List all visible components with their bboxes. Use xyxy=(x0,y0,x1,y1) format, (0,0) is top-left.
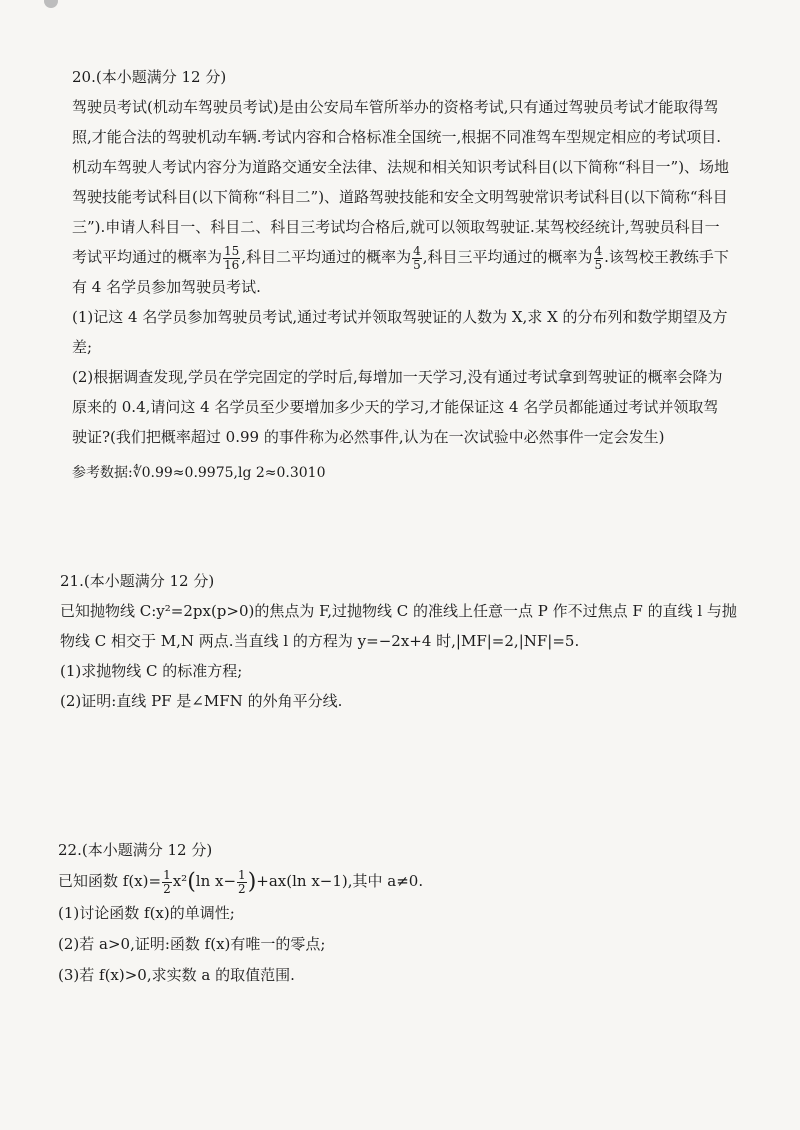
fraction-1-2-b: $\frac{1}{2}$ xyxy=(238,867,246,896)
question-22-part-1: (1)讨论函数 f(x)的单调性; xyxy=(58,903,235,922)
fraction-4-5-a: $\frac{4}{5}$ xyxy=(413,243,421,272)
question-20-part-2: (2)根据调查发现,学员在学完固定的学时后,每增加一天学习,没有通过考试拿到驾驶证的概率会降为原来的 0.4,请问这 4 名学员至少要增加多少天的学习,才能保证这 4 名学员都能通过考试并领取驾驶证?(我们把概率超过 0.99 的事件称为必然事件,认为在一次试验中必然事件一定会发生) xyxy=(72,368,723,446)
question-20-intro: 驾驶员考试(机动车驾驶员考试)是由公安局车管所举办的资格考试,只有通过驾驶员考试才能取得驾照,才能合法的驾驶机动车辆.考试内容和合格标准全国统一,根据不同准驾车型规定相应的考试项目.机动车驾驶人考试内容分为道路交通安全法律、法规和相关知识考试科目(以下简称“科目一”)、场地驾驶技能考试科目(以下简称“科目二”)、道路驾驶技能和安全文明驾驶常识考试科目(以下简称“科目三”).申请人科目一、科目二、科目三考试均合格后,就可以领取驾驶证.某驾校经统计,驾驶员科目一考试平均通过的概率为 xyxy=(72,98,730,266)
scan-mark xyxy=(44,0,58,8)
question-21-part-1: (1)求抛物线 C 的标准方程; xyxy=(60,662,243,680)
question-22-part-2: (2)若 a>0,证明:函数 f(x)有唯一的零点; xyxy=(58,934,326,953)
reference-data: 参考数据:∜0.99≈0.9975,lg 2≈0.3010 xyxy=(72,465,326,481)
question-21-part-2: (2)证明:直线 PF 是∠MFN 的外角平分线. xyxy=(60,692,343,710)
question-22-header: 22.(本小题满分 12 分) xyxy=(58,841,213,859)
question-22-part-3: (3)若 f(x)>0,求实数 a 的取值范围. xyxy=(58,965,295,984)
question-21-stem: 已知抛物线 C:y²=2px(p>0)的焦点为 F,过抛物线 C 的准线上任意一点 P 作不过焦点 F 的直线 l 与抛物线 C 相交于 M,N 两点.当直线 l 的方程为 y=−2x+4 时,|MF|=2,|NF|=5. xyxy=(60,602,737,650)
fraction-1-2-a: $\frac{1}{2}$ xyxy=(163,867,171,896)
question-20-header: 20.(本小题满分 12 分) xyxy=(72,68,227,86)
question-20-part-1: (1)记这 4 名学员参加驾驶员考试,通过考试并领取驾驶证的人数为 X,求 X 的分布列和数学期望及方差; xyxy=(72,308,728,356)
question-22-stem: 已知函数 f(x)= $\frac{1}{2}$ x²(ln x− $\frac{1}{2}$ )+ax(ln x−1),其中 a≠0. xyxy=(58,867,424,896)
question-20-stem: 驾驶员考试(机动车驾驶员考试)是由公安局车管所举办的资格考试,只有通过驾驶员考试才能取得驾照,才能合法的驾驶机动车辆.考试内容和合格标准全国统一,根据不同准驾车型规定相应的考试项目.机动车驾驶人考试内容分为道路交通安全法律、法规和相关知识考试科目(以下简称“科目一”)、场地驾驶技能考试科目(以下简称“科目二”)、道路驾驶技能和安全文明驾驶常识考试科目(以下简称“科目三”).申请人科目一、科目二、科目三考试均合格后,就可以领取驾驶证.某驾校经统计,驾驶员科目一考试平均通过的概率为 $\frac{15}{16}$ ,科目二平均通过的概率为 $\frac{4}{5}$ ,科目三平均通过的概率为 $\frac{4}{5}$ .该驾校王教练手下有 4 名学员参加驾驶员考试. xyxy=(72,98,730,296)
question-21-header: 21.(本小题满分 12 分) xyxy=(60,572,215,590)
fraction-4-5-b: $\frac{4}{5}$ xyxy=(594,243,603,272)
question-20 xyxy=(72,62,732,488)
question-21 xyxy=(60,566,750,716)
question-22 xyxy=(58,835,748,991)
fraction-15-16: $\frac{15}{16}$ xyxy=(224,243,240,272)
